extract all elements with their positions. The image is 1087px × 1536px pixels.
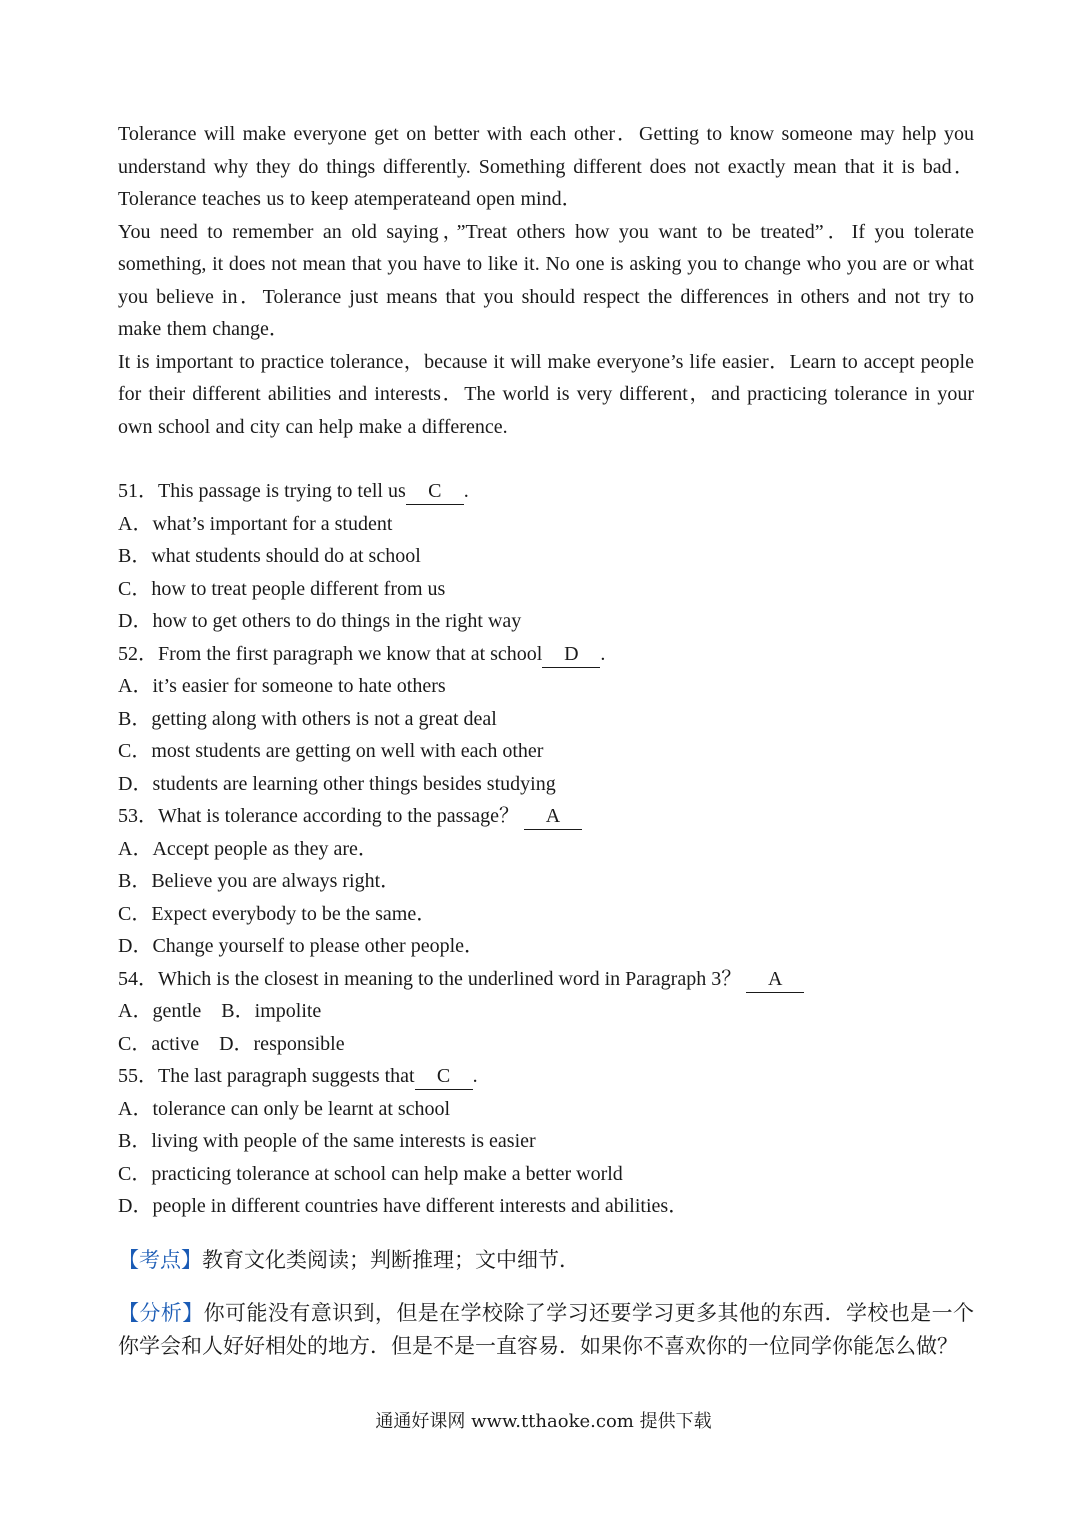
fenxi-section — [118, 1297, 974, 1362]
option: B．Believe you are always right． — [118, 870, 401, 892]
option: D．how to get others to do things in the right way — [118, 610, 522, 632]
option: D．people in different countries have different interests and abilities． — [118, 1195, 689, 1217]
option: B．living with people of the same interests is easier — [118, 1130, 536, 1152]
option: C．Expect everybody to be the same． — [118, 902, 437, 925]
option: B．getting along with others is not a great deal — [118, 707, 497, 730]
question-52-stem: 52．From the first paragraph we know that at school D . — [118, 638, 974, 671]
kaodian-text: 教育文化类阅读；判断推理；文中细节． — [202, 1247, 580, 1272]
question-51-stem: 51．This passage is trying to tell us C . — [118, 475, 974, 508]
page-footer: 通通好课网 www.tthaoke.com 提供下载 — [375, 1411, 712, 1432]
question-53-stem: 53．What is tolerance according to the passage？ A — [118, 800, 974, 833]
option: A．gentle B．impolite — [118, 1000, 322, 1022]
answer-blank-54: A — [746, 966, 804, 993]
option: C．practicing tolerance at school can help make a better world — [118, 1162, 623, 1185]
fenxi-tag: 【分析】 — [118, 1301, 204, 1325]
passage-paragraph-1: Tolerance will make everyone get on better with each other．Getting to know someone may help you understand why they do things differently. Something different does not exactly mean that it is bad．Tolerance teaches us to keep atemperateand open mind． — [118, 123, 974, 210]
option: C．active D．responsible — [118, 1032, 345, 1055]
option: C．how to treat people different from us — [118, 577, 446, 600]
document-body — [118, 118, 974, 1362]
option: C．most students are getting on well with each other — [118, 740, 544, 762]
spacer — [118, 443, 974, 475]
question-54-stem: 54．Which is the closest in meaning to the underlined word in Paragraph 3？ A — [118, 963, 974, 996]
option: D．Change yourself to please other people． — [118, 935, 485, 957]
answer-blank-55: C — [415, 1063, 473, 1090]
answer-blank-52: D — [542, 641, 600, 668]
question-55-stem: 55．The last paragraph suggests that C . — [118, 1060, 974, 1093]
kaodian-section — [118, 1244, 974, 1277]
answer-blank-53: A — [524, 803, 582, 830]
option: A．Accept people as they are． — [118, 837, 378, 860]
option: A．tolerance can only be learnt at school — [118, 1097, 451, 1120]
option: D．students are learning other things besides studying — [118, 772, 556, 795]
passage-paragraph-3: It is important to practice tolerance，because it will make everyone’s life easier．Learn to accept people for their different abilities and interests．The world is very different，and practicing tolerance in your own school and city can help make a difference. — [118, 350, 974, 438]
option: A．it’s easier for someone to hate others — [118, 675, 446, 697]
option: B．what students should do at school — [118, 545, 421, 567]
fenxi-text: 你可能没有意识到，但是在学校除了学习还要学习更多其他的东西．学校也是一个你学会和人好好相处的地方．但是不是一直容易．如果你不喜欢你的一位同学你能怎么做？ — [118, 1301, 974, 1358]
answer-blank-51: C — [406, 478, 464, 505]
kaodian-tag: 【考点】 — [118, 1247, 202, 1272]
option: A．what’s important for a student — [118, 512, 393, 535]
passage-paragraph-2: You need to remember an old saying，”Treat others how you want to be treated”．If you tolerate something, it does not mean that you have to like it. No one is asking you to change who you are or what you believe in．Tolerance just means that you should respect the differences in others and not try to make them change． — [118, 220, 974, 340]
